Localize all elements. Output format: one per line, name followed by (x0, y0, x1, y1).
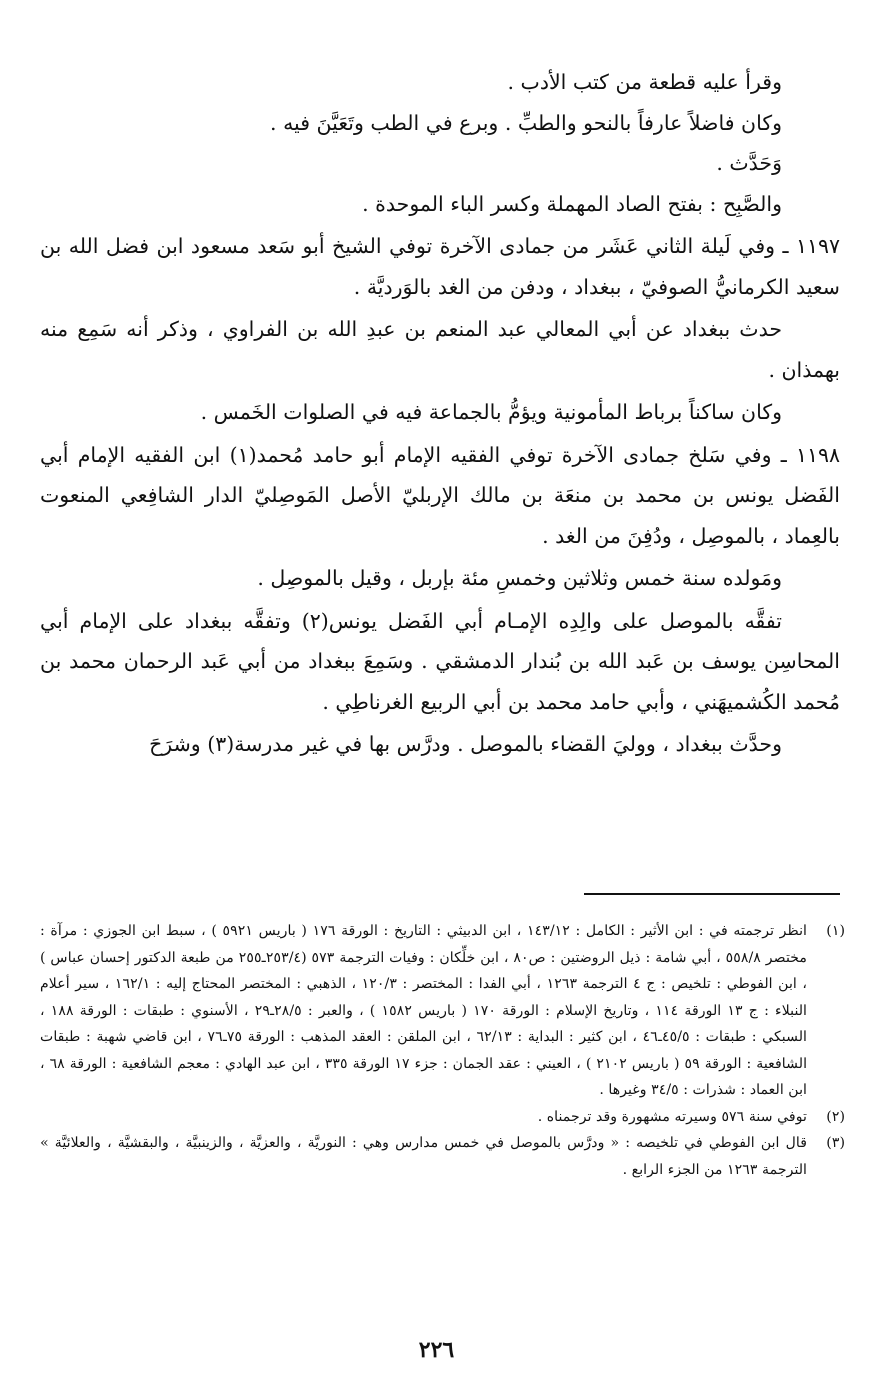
paragraph: حدث ببغداد عن أبي المعالي عبد المنعم بن عبدِ الله بن الفراوي ، وذكر أنه سَمِع منه بهمذان . (40, 317, 840, 382)
entry-paragraph: ١١٩٨ ـ وفي سَلخ جمادى الآخرة توفي الفقيه الإمام أبو حامد مُحمد(١) ابن الفقيه الإمام أبي الفَضل يونس بن محمد بن منعَة بن مالك الإربليّ الأصل المَوصِليّ الدار الشافِعي المنعوت بالعِماد ، بالموصِل ، ودُفِنَ من الغد . (40, 442, 840, 548)
paragraph: وكان فاضلاً عارفاً بالنحو والطبِّ . وبرع في الطب وتَعَيَّنَ فيه . (270, 110, 782, 135)
page-number: ٢٢٦ (418, 1337, 455, 1363)
footnotes (40, 918, 845, 1183)
paragraph: وكان ساكناً برباط المأمونية ويؤمُّ بالجماعة فيه في الصلوات الخَمس . (200, 400, 782, 424)
footnote-number: (١) (826, 923, 845, 939)
footnote-divider (584, 893, 840, 895)
paragraph: وَحَدَّث . (716, 151, 782, 175)
paragraph: والصَّبِح : بفتح الصاد المهملة وكسر الباء الموحدة . (362, 191, 782, 216)
main-text (40, 62, 840, 765)
footnote-text: توفي سنة ٥٧٦ وسيرته مشهورة وقد ترجمناه . (537, 1108, 807, 1125)
entry-paragraph: ١١٩٧ ـ وفي لَيلة الثاني عَشَر من جمادى الآخرة توفي الشيخ أبو سَعد مسعود ابن فضل الله بن سعيد الكرمانيُّ الصوفيّ ، ببغداد ، ودفن من الغد بالوَرديَّة . (40, 234, 840, 299)
footnote (40, 1104, 845, 1131)
paragraph: ومَولده سنة خمس وثلاثين وخمسِ مئة بإربل ، وقيل بالموصِل . (257, 566, 782, 590)
paragraph: وقرأ عليه قطعة من كتب الأدب . (507, 70, 782, 94)
footnote-text: انظر ترجمته في : ابن الأثير : الكامل : ١٤٣/١٢ ، ابن الدبيثي : التاريخ : الورقة ١٧٦ ( باريس ٥٩٢١ ) ، سبط ابن الجوزي : مرآة : مختصر ٥٥٨/٨ ، أبي شامة : ذيل الروضتين : ص٨٠ ، ابن خلِّكان : وفيات الترجمة ٥٧٣ (٢٥٣/٤ـ٢٥٥ من طبعة الدكتور إحسان عباس ) ، ابن الفوطي : تلخيص : ج ٤ الترجمة ١٢٦٣ ، أبي الفدا : المختصر : ١٢٠/٣ ، الذهبي : المختصر المحتاج إليه : ١٦٢/١ ، سير أعلام النبلاء : ج ١٣ الورقة ١١٤ ، وتاريخ الإسلام : الورقة ١٧٠ ( باريس ١٥٨٢ ) ، والعبر : ٢٨/٥ـ٢٩ ، الأسنوي : طبقات : الورقة ١٨٨ ، السبكي : طبقات : ٤٥/٥ـ٤٦ ، ابن كثير : البداية : ٦٢/١٣ ، ابن الملقن : العقد المذهب : الورقة ٧٥ـ٧٦ ، ابن قاضي شهبة : طبقات الشافعية : الورقة ٥٩ ( باريس ٢١٠٢ ) ، العيني : عقد الجمان : جزء ١٧ الورقة ٣٣٥ ، ابن عبد الهادي : معجم الشافعية : الورقة ٦٨ ، ابن العماد : شذرات : ٣٤/٥ وغيرها . (40, 923, 808, 1098)
footnote (40, 1130, 845, 1183)
footnote-text: قال ابن الفوطي في تلخيصه : « ودرَّس بالموصل في خمس مدارس وهي : النوريَّة ، والعزيَّة ، والزينبيَّة ، والبقشيَّة ، والعلائيَّة » الترجمة ١٢٦٣ من الجزء الرابع . (40, 1135, 807, 1178)
footnote (40, 918, 845, 1104)
footnote-number: (٣) (826, 1135, 845, 1151)
paragraph: تفقَّه بالموصل على والِدِه الإمـام أبي الفَضل يونس(٢) وتفقَّه ببغداد على الإمام أبي المحاسِن يوسف بن عَبد الله بن بُندار الدمشقي . وسَمِعَ ببغداد من أبي عَبد الرحمان محمد بن مُحمد الكُشميهَني ، وأبي حامد محمد بن أبي الربيع الغرناطِي . (40, 608, 840, 714)
footnote-number: (٢) (826, 1108, 845, 1125)
paragraph: وحدَّث ببغداد ، ووليَ القضاء بالموصل . ودرَّس بها في غير مدرسة(٣) وشرَحَ (149, 732, 782, 756)
